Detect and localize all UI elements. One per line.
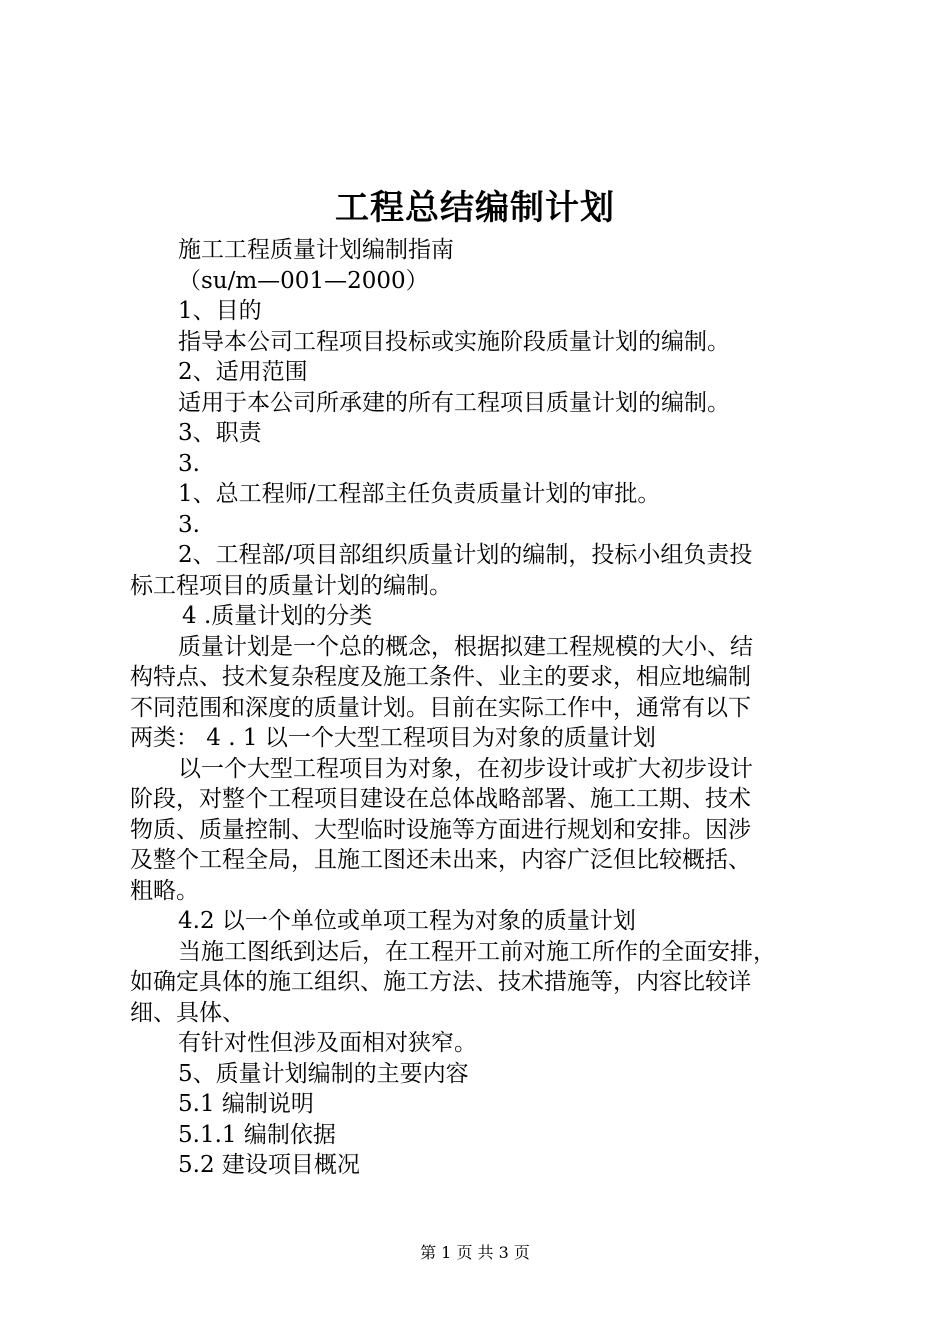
body-line: 及整个工程全局，且施工图还未出来，内容广泛但比较概括、	[130, 847, 751, 873]
body-line: 1、总工程师/工程部主任负责质量计划的审批。	[178, 481, 661, 507]
body-line: 当施工图纸到达后，在工程开工前对施工所作的全面安排，	[178, 938, 776, 965]
body-line: 不同范围和深度的质量计划。目前在实际工作中，通常有以下	[130, 694, 751, 721]
body-line: 4.2 以一个单位或单项工程为对象的质量计划	[178, 908, 636, 934]
body-line: 1、目的	[178, 298, 262, 324]
body-line: 细、具体、	[130, 999, 245, 1026]
body-line: 5、质量计划编制的主要内容	[178, 1060, 469, 1087]
body-line: 如确定具体的施工组织、施工方法、技术措施等，内容比较详	[130, 969, 751, 995]
body-line: 标工程项目的质量计划的编制。	[130, 572, 452, 599]
document-body	[130, 235, 840, 1181]
body-line: 以一个大型工程项目为对象，在初步设计或扩大初步设计	[178, 755, 753, 782]
body-line: （su/m—001—2000）	[178, 267, 429, 294]
body-line: 适用于本公司所承建的所有工程项目质量计划的编制。	[178, 389, 730, 416]
body-line: 施工工程质量计划编制指南	[178, 237, 454, 263]
body-line: 5.1.1 编制依据	[178, 1121, 336, 1148]
body-line: 指导本公司工程项目投标或实施阶段质量计划的编制。	[178, 328, 730, 355]
body-line: 阶段，对整个工程项目建设在总体战略部署、施工工期、技术	[130, 786, 751, 812]
body-line: 粗略。	[130, 877, 199, 904]
body-line: 2、适用范围	[178, 359, 308, 385]
body-line: 有针对性但涉及面相对狭窄。	[178, 1030, 477, 1056]
body-line: 3.	[178, 511, 200, 538]
body-line: 5.1 编制说明	[178, 1091, 314, 1117]
body-line: 质量计划是一个总的概念，根据拟建工程规模的大小、结	[178, 633, 753, 660]
body-line: 2、工程部/项目部组织质量计划的编制，投标小组负责投	[178, 542, 753, 568]
document-title: 工程总结编制计划	[335, 188, 615, 228]
body-line: 两类： 4 . 1 以一个大型工程项目为对象的质量计划	[130, 725, 656, 751]
body-line: 3、职责	[178, 420, 262, 446]
body-line: 4 .质量计划的分类	[182, 603, 373, 629]
page-footer: 第 1 页 共 3 页	[420, 1243, 530, 1262]
body-line: 物质、质量控制、大型临时设施等方面进行规划和安排。因涉	[130, 816, 751, 843]
body-line: 构特点、技术复杂程度及施工条件、业主的要求，相应地编制	[130, 664, 751, 690]
body-line: 3.	[178, 450, 200, 477]
body-line: 5.2 建设项目概况	[178, 1152, 360, 1178]
